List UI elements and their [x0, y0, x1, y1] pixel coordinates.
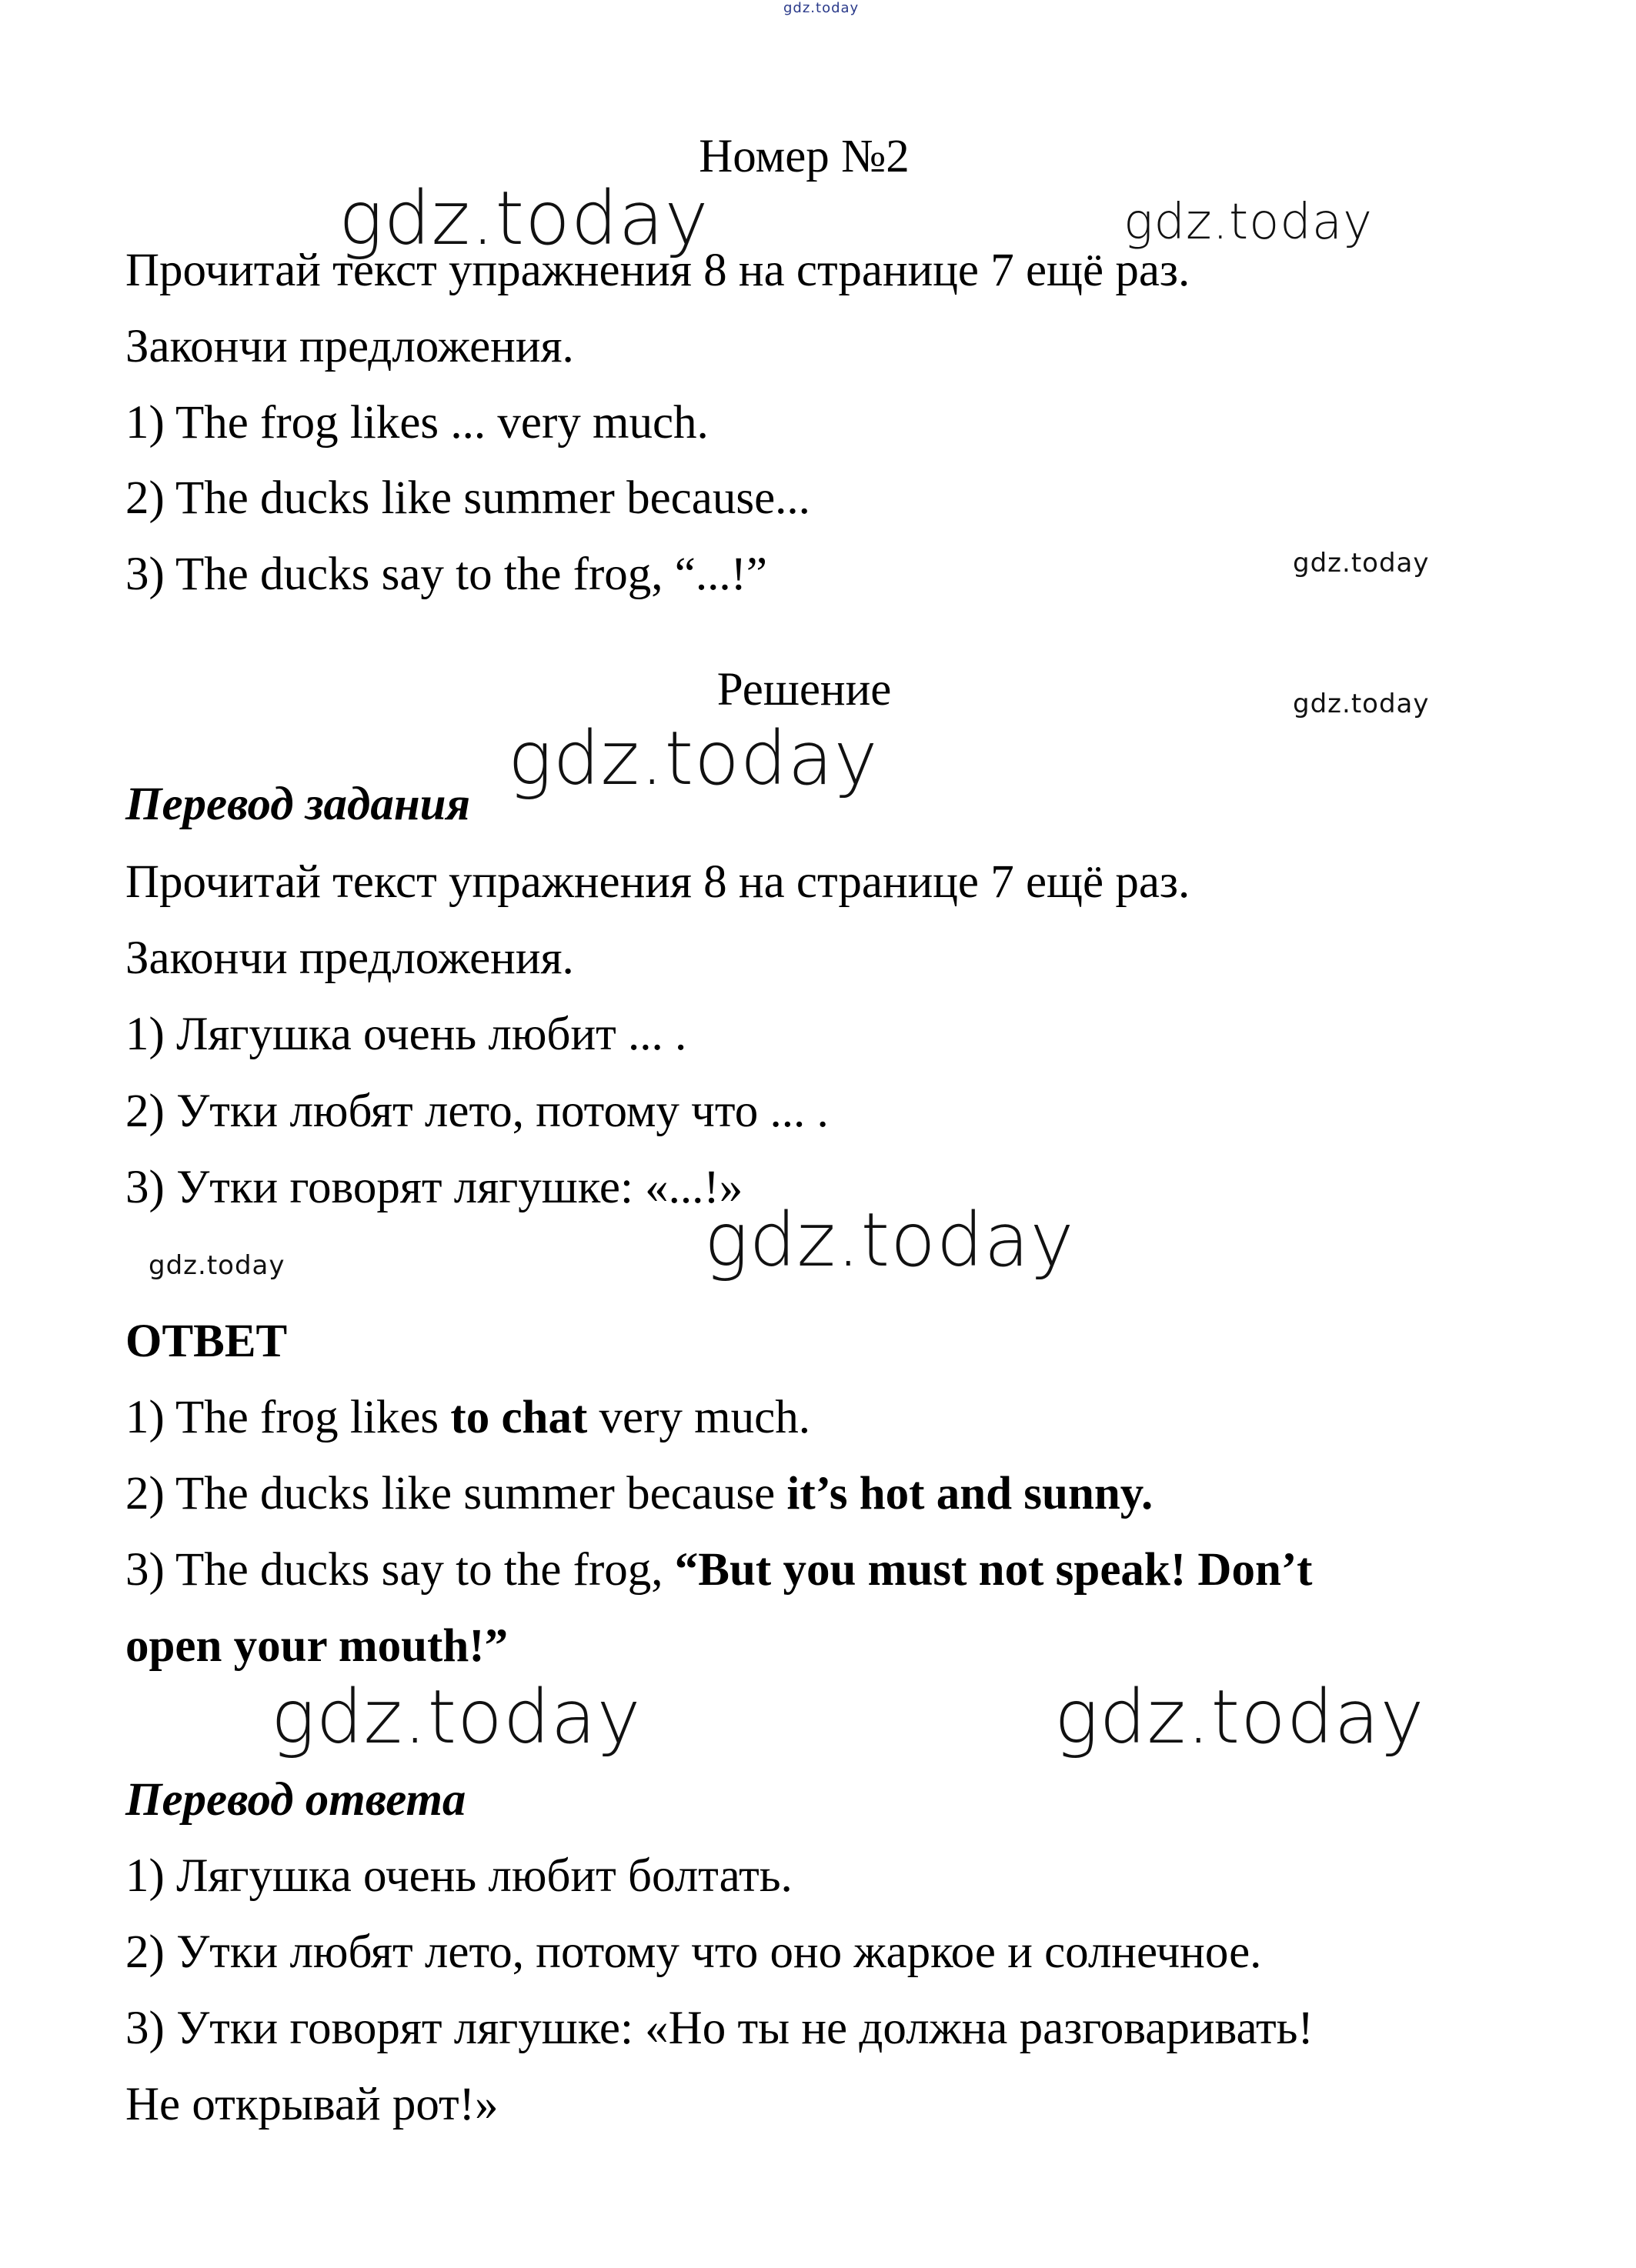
watermark-medium: gdz.today	[1123, 194, 1373, 251]
answer-line-1: 1) The frog likes to chat very much.	[125, 1392, 810, 1443]
task-line: Прочитай текст упражнения 8 на странице 7 ещё раз.	[125, 245, 1190, 296]
translation-line: 1) Лягушка очень любит ... .	[125, 1009, 687, 1060]
answer-line-2: 2) The ducks like summer because it’s hot and sunny.	[125, 1468, 1154, 1519]
translation-line: Закончи предложения.	[125, 932, 574, 984]
watermark-large: gdz.today	[508, 715, 879, 802]
answer-line-3-continued: open your mouth!”	[125, 1620, 509, 1672]
answer-line-3: 3) The ducks say to the frog, “But you must not speak! Don’t	[125, 1544, 1313, 1596]
translation-line: 2) Утки любят лето, потому что ... .	[125, 1086, 829, 1137]
answer-translation-heading: Перевод ответа	[125, 1774, 466, 1826]
watermark-small: gdz.today	[149, 1250, 285, 1281]
answer-heading: ОТВЕТ	[125, 1316, 288, 1367]
task-line: 2) The ducks like summer because...	[125, 472, 810, 524]
watermark-large: gdz.today	[339, 175, 709, 262]
task-line: Закончи предложения.	[125, 321, 574, 372]
answer-translation-line: 3) Утки говорят лягушке: «Но ты не должна разговаривать!	[125, 2003, 1314, 2054]
watermark-large: gdz.today	[704, 1197, 1075, 1283]
page-title: Номер №2	[699, 131, 910, 182]
watermark-large: gdz.today	[1054, 1674, 1425, 1760]
watermark-small: gdz.today	[1293, 548, 1430, 579]
task-line: 1) The frog likes ... very much.	[125, 397, 709, 449]
translation-line: 3) Утки говорят лягушке: «...!»	[125, 1162, 743, 1213]
translation-heading: Перевод задания	[125, 779, 471, 830]
translation-line: Прочитай текст упражнения 8 на странице 7 ещё раз.	[125, 856, 1190, 908]
watermark-top: gdz.today	[783, 0, 860, 16]
solution-heading: Решение	[716, 664, 892, 715]
watermark-large: gdz.today	[271, 1674, 642, 1760]
watermark-small: gdz.today	[1293, 689, 1430, 719]
answer-translation-line: 2) Утки любят лето, потому что оно жаркое и солнечное.	[125, 1926, 1262, 1978]
task-line: 3) The ducks say to the frog, “...!”	[125, 549, 767, 600]
answer-translation-line: Не открывай рот!»	[125, 2079, 499, 2130]
answer-translation-line: 1) Лягушка очень любит болтать.	[125, 1850, 793, 1902]
